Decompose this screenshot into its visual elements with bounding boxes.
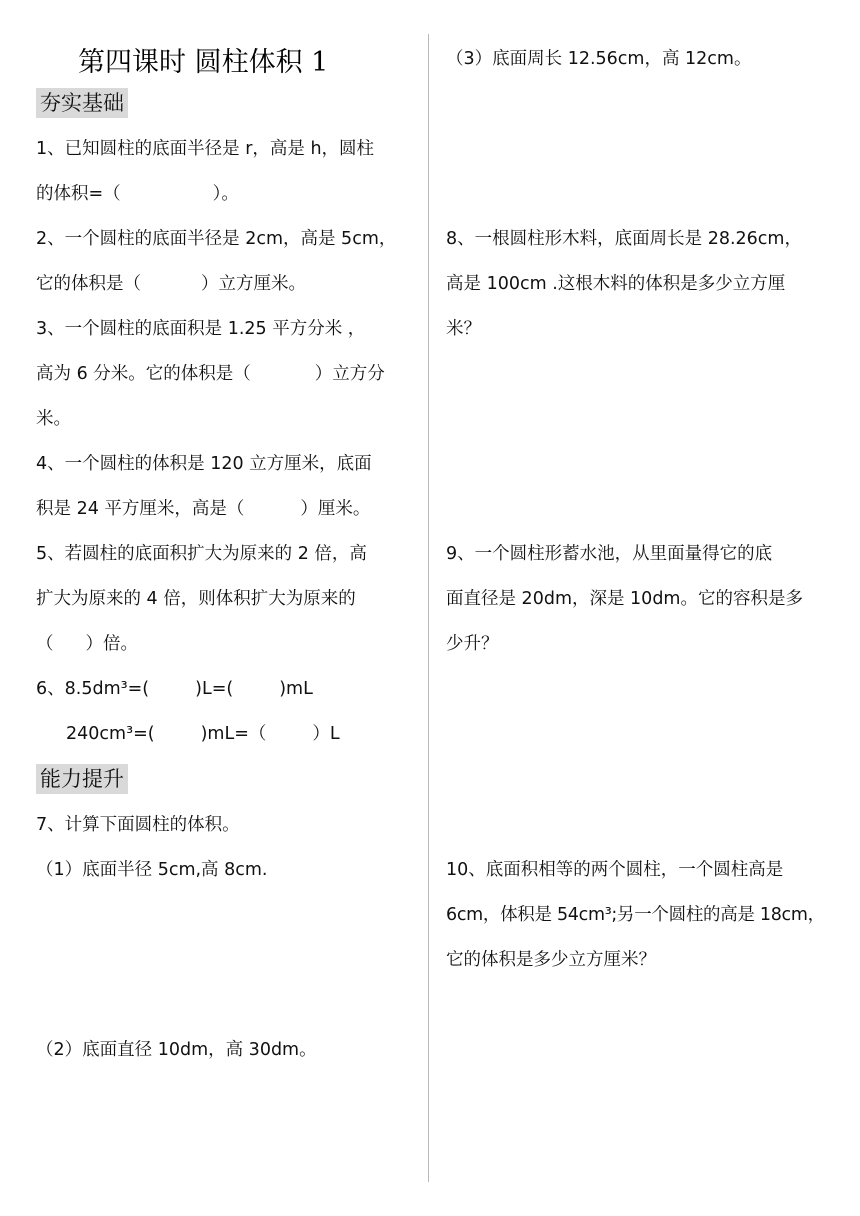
question-6-text-c: )mL [279, 679, 313, 699]
question-7-part-1: （1）底面半径 5cm,高 8cm. [36, 860, 268, 880]
question-5-text-a: （ [36, 634, 54, 654]
question-1-text-b: ）。 [212, 184, 239, 204]
question-9-line-2: 面直径是 20dm，深是 10dm。它的容积是多 [446, 589, 803, 609]
question-8-line-2: 高是 100cm .这根木料的体积是多少立方厘 [446, 274, 786, 294]
question-1-line-1: 1、已知圆柱的底面半径是 r，高是 h，圆柱 [36, 139, 375, 159]
question-1-text-a: 的体积=（ [36, 184, 121, 204]
question-10-line-3: 它的体积是多少立方厘米？ [446, 950, 656, 970]
question-7-part-2: （2）底面直径 10dm，高 30dm。 [36, 1040, 317, 1060]
question-2-text-b: ）立方厘米。 [201, 274, 306, 294]
section-heading-advanced: 能力提升 [36, 764, 128, 794]
question-6-text-d: 240cm³=( [66, 724, 155, 744]
question-7-part-3: （3）底面周长 12.56cm，高 12cm。 [446, 49, 752, 69]
question-6-line-2 [66, 722, 340, 746]
question-3-line-3: 米。 [36, 409, 71, 429]
question-2-line-2 [36, 272, 306, 296]
question-6-text-e: )mL=（ [200, 724, 267, 744]
question-3-text-b: ）立方分 [314, 364, 385, 384]
question-3-text-a: 高为 6 分米。它的体积是（ [36, 364, 251, 384]
question-4-text-a: 积是 24 平方厘米，高是（ [36, 499, 245, 519]
question-6-line-1 [36, 677, 313, 701]
question-4-line-1: 4、一个圆柱的体积是 120 立方厘米，底面 [36, 454, 372, 474]
question-5-line-1: 5、若圆柱的底面积扩大为原来的 2 倍，高 [36, 544, 367, 564]
question-4-text-b: ）厘米。 [300, 499, 371, 519]
question-6-text-f: ）L [312, 724, 340, 744]
question-10-line-2: 6cm，体积是 54cm³;另一个圆柱的高是 18cm， [446, 905, 825, 925]
question-3-line-1: 3、一个圆柱的底面积是 1.25 平方分米 ， [36, 319, 366, 339]
question-6-text-a: 6、8.5dm³=( [36, 679, 150, 699]
question-8-line-3: 米？ [446, 319, 481, 339]
question-9-line-3: 少升？ [446, 634, 499, 654]
question-2-text-a: 它的体积是（ [36, 274, 141, 294]
question-5-line-2: 扩大为原来的 4 倍，则体积扩大为原来的 [36, 589, 356, 609]
question-8-line-1: 8、一根圆柱形木料，底面周长是 28.26cm， [446, 229, 802, 249]
question-10-line-1: 10、底面积相等的两个圆柱，一个圆柱高是 [446, 860, 784, 880]
question-4-line-2 [36, 497, 370, 521]
question-2-line-1: 2、一个圆柱的底面半径是 2cm，高是 5cm， [36, 229, 397, 249]
question-5-text-b: ）倍。 [85, 634, 138, 654]
question-5-line-3 [36, 632, 138, 656]
section-heading-basic: 夯实基础 [36, 88, 128, 118]
question-6-text-b: )L=( [195, 679, 234, 699]
question-1-line-2 [36, 182, 239, 206]
question-7-line-1: 7、计算下面圆柱的体积。 [36, 815, 240, 835]
column-divider [428, 34, 429, 1182]
question-9-line-1: 9、一个圆柱形蓄水池，从里面量得它的底 [446, 544, 773, 564]
question-3-line-2 [36, 362, 385, 386]
page-title: 第四课时 圆柱体积 1 [78, 47, 329, 78]
